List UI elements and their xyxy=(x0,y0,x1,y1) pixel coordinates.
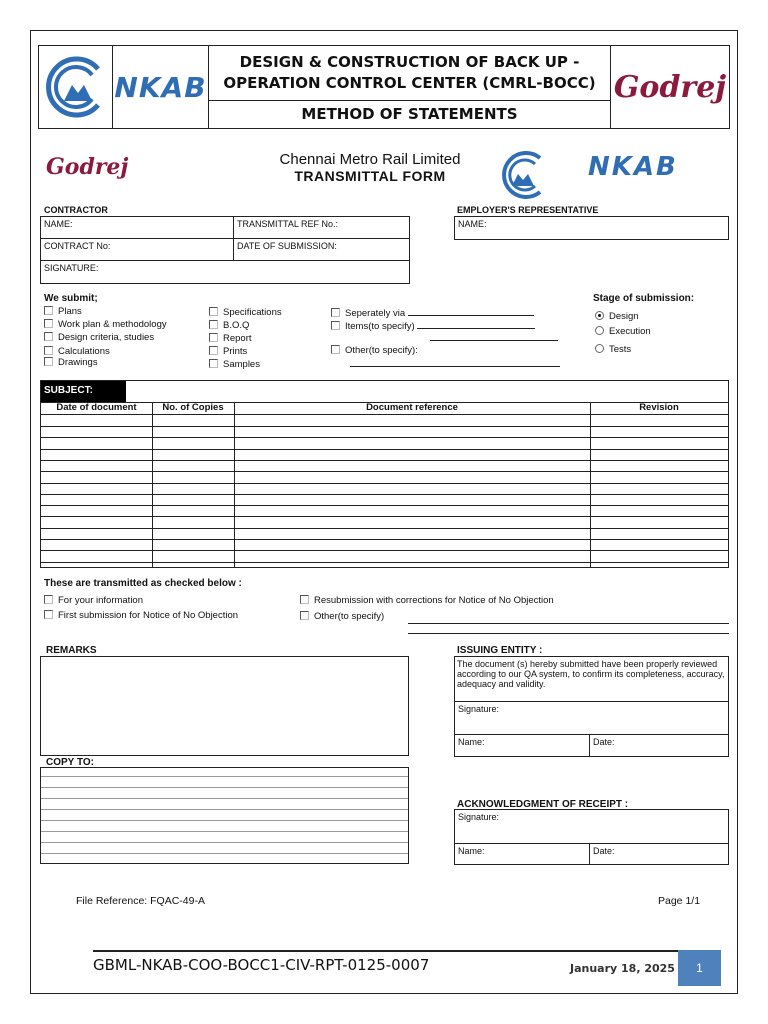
contractor-heading: CONTRACTOR xyxy=(44,205,108,215)
page-number-badge: 1 xyxy=(678,950,721,986)
form-title: TRANSMITTAL FORM xyxy=(294,168,446,184)
contractor-box xyxy=(40,216,410,284)
checkbox-drawings[interactable]: Drawings xyxy=(44,357,98,368)
employer-name-label: NAME: xyxy=(458,219,487,229)
remarks-box[interactable] xyxy=(40,656,409,756)
remarks-heading: REMARKS xyxy=(46,645,97,656)
contract-no-label: CONTRACT No: xyxy=(44,241,111,251)
form-title-block xyxy=(250,152,490,184)
checkbox-specifications[interactable]: Specifications xyxy=(209,307,282,318)
ack-signature-label: Signature: xyxy=(458,812,500,822)
checkbox-items[interactable]: Items(to specify) xyxy=(331,321,535,332)
copy-to-line xyxy=(41,776,408,777)
col-document-reference: Document reference xyxy=(366,402,458,413)
col-revision: Revision xyxy=(639,402,679,413)
document-code: GBML-NKAB-COO-BOCC1-CIV-RPT-0125-0007 xyxy=(93,956,430,974)
copy-to-line xyxy=(41,809,408,810)
table-row xyxy=(41,471,728,472)
ack-name-label: Name: xyxy=(458,846,485,856)
issuing-entity-heading: ISSUING ENTITY : xyxy=(457,645,543,656)
radio-execution[interactable]: Execution xyxy=(595,326,651,337)
cmrl-small-logo-icon xyxy=(490,150,556,200)
col-no-of-copies: No. of Copies xyxy=(162,402,224,413)
radio-design[interactable]: Design xyxy=(595,311,639,322)
transmitted-heading: These are transmitted as checked below : xyxy=(44,578,242,589)
cmrl-logo xyxy=(39,46,113,128)
copy-to-line xyxy=(41,842,408,843)
document-header xyxy=(38,45,730,129)
table-row xyxy=(41,516,728,517)
table-row xyxy=(41,437,728,438)
checkbox-other-specify[interactable]: Other(to specify) xyxy=(300,611,384,622)
stage-heading: Stage of submission: xyxy=(593,293,695,304)
checkbox-samples[interactable]: Samples xyxy=(209,359,260,370)
issuing-name-label: Name: xyxy=(458,737,485,747)
table-row xyxy=(41,550,728,551)
table-row xyxy=(41,539,728,540)
copy-to-line xyxy=(41,853,408,854)
date-submission-label: DATE OF SUBMISSION: xyxy=(237,241,337,251)
checkbox-prints[interactable]: Prints xyxy=(209,346,247,357)
document-subtitle: METHOD OF STATEMENTS xyxy=(301,105,518,124)
radio-tests[interactable]: Tests xyxy=(595,344,631,355)
issuing-date-label: Date: xyxy=(593,737,615,747)
table-row xyxy=(41,483,728,484)
cmrl-logo-icon xyxy=(44,55,108,119)
form-page-label: Page 1/1 xyxy=(658,895,701,907)
file-reference: File Reference: FQAC-49-A xyxy=(76,895,205,907)
acknowledgment-heading: ACKNOWLEDGMENT OF RECEIPT : xyxy=(457,799,629,810)
checkbox-seperately-via[interactable]: Seperately via xyxy=(331,308,534,319)
col-date-of-document: Date of document xyxy=(56,402,137,413)
copy-to-line xyxy=(41,787,408,788)
transmittal-ref-label: TRANSMITTAL REF No.: xyxy=(237,219,339,229)
issuing-entity-box xyxy=(454,656,729,757)
copy-to-heading: COPY TO: xyxy=(46,757,94,768)
copy-to-line xyxy=(41,831,408,832)
signature-label: SIGNATURE: xyxy=(44,263,99,273)
document-table xyxy=(40,380,729,568)
contractor-name-label: NAME: xyxy=(44,219,73,229)
acknowledgment-box xyxy=(454,809,729,865)
table-row xyxy=(41,562,728,563)
godrej-logo: Godrej xyxy=(613,69,727,105)
issuing-entity-text: The document (s) hereby submitted have been properly reviewed according to our QA system, to confirm its completeness, accuracy, adequacy and validity. xyxy=(457,659,725,689)
issuing-signature-label: Signature: xyxy=(458,704,500,714)
document-date: January 18, 2025 xyxy=(570,962,675,975)
header-title-block xyxy=(209,46,611,128)
table-row xyxy=(41,494,728,495)
checkbox-work-plan[interactable]: Work plan & methodology xyxy=(44,319,167,330)
table-row xyxy=(41,460,728,461)
checkbox-report[interactable]: Report xyxy=(209,333,252,344)
nkab-form-logo: NKAB xyxy=(588,152,678,182)
table-row xyxy=(41,426,728,427)
subject-label: SUBJECT: xyxy=(41,381,126,402)
we-submit-heading: We submit; xyxy=(44,293,98,304)
table-row xyxy=(41,528,728,529)
checkbox-calculations[interactable]: Calculations xyxy=(44,346,110,357)
checkbox-plans[interactable]: Plans xyxy=(44,306,82,317)
project-title: DESIGN & CONSTRUCTION OF BACK UP - OPERATION CONTROL CENTER (CMRL-BOCC) xyxy=(209,46,610,101)
copy-to-line xyxy=(41,798,408,799)
nkab-logo: NKAB xyxy=(113,46,209,128)
checkbox-other[interactable]: Other(to specify): xyxy=(331,345,418,356)
company-name: Chennai Metro Rail Limited xyxy=(279,151,461,168)
form-heading xyxy=(40,148,730,198)
table-row xyxy=(41,505,728,506)
ack-date-label: Date: xyxy=(593,846,615,856)
checkbox-first-submission[interactable]: First submission for Notice of No Objection xyxy=(44,610,238,621)
footer-divider xyxy=(93,950,719,952)
copy-to-line xyxy=(41,820,408,821)
checkbox-resubmission[interactable]: Resubmission with corrections for Notice of No Objection xyxy=(300,595,554,606)
employer-box xyxy=(454,216,729,240)
checkbox-for-information[interactable]: For your information xyxy=(44,595,143,606)
copy-to-box[interactable] xyxy=(40,767,409,864)
checkbox-design-criteria[interactable]: Design criteria, studies xyxy=(44,332,154,343)
table-row xyxy=(41,449,728,450)
employer-heading: EMPLOYER'S REPRESENTATIVE xyxy=(457,205,599,215)
checkbox-boq[interactable]: B.O.Q xyxy=(209,320,249,331)
godrej-form-logo: Godrej xyxy=(46,154,129,180)
